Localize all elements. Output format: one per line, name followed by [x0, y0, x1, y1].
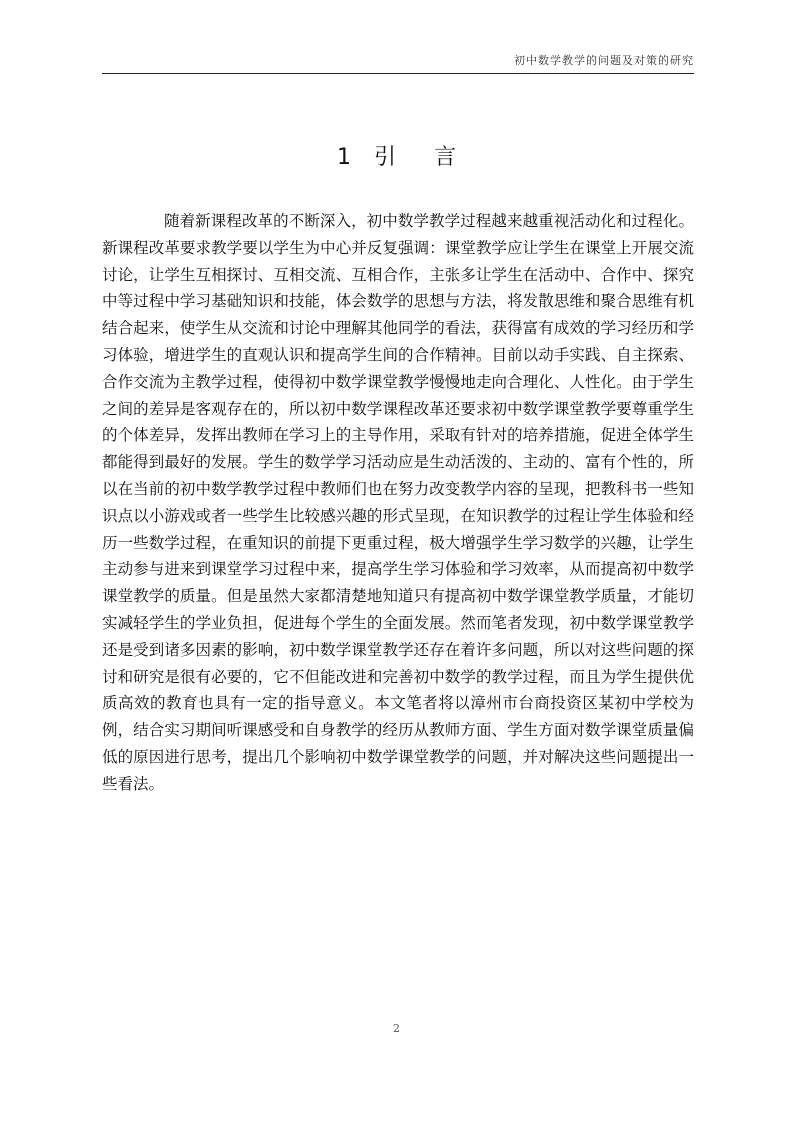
- body-paragraph: 随着新课程改革的不断深入，初中数学教学过程越来越重视活动化和过程化。新课程改革要求教学要以学生为中心并反复强调：课堂教学应让学生在课堂上开展交流讨论，让学生互相探讨、互相交流、互相合作，主张多让学生在活动中、合作中、探究中等过程中学习基础知识和技能，体会数学的思想与方法，将发散思维和聚合思维有机结合起来，使学生从交流和讨论中理解其他同学的看法，获得富有成效的学习经历和学习体验，增进学生的直观认识和提高学生间的合作精神。目前以动手实践、自主探索、合作交流为主教学过程，使得初中数学课堂教学慢慢地走向合理化、人性化。由于学生之间的差异是客观存在的，所以初中数学课程改革还要求初中数学课堂教学要尊重学生的个体差异，发挥出教师在学习上的主导作用，采取有针对的培养措施，促进全体学生都能得到最好的发展。学生的数学学习活动应是生动活泼的、主动的、富有个性的，所以在当前的初中数学教学过程中教师们也在努力改变教学内容的呈现，把教科书一些知识点以小游戏或者一些学生比较感兴趣的形式呈现，在知识教学的过程让学生体验和经历一些数学过程，在重知识的前提下更重过程，极大增强学生学习数学的兴趣，让学生主动参与进来到课堂学习过程中来，提高学生学习体验和学习效率，从而提高初中数学课堂教学的质量。但是虽然大家都清楚地知道只有提高初中数学课堂教学质量，才能切实减轻学生的学业负担，促进每个学生的全面发展。然而笔者发现，初中数学课堂教学还是受到诸多因素的影响，初中数学课堂教学还存在着许多问题，所以对这些问题的探讨和研究是很有必要的，它不但能改进和完善初中数学的教学过程，而且为学生提供优质高效的教育也具有一定的指导意义。本文笔者将以漳州市台商投资区某初中学校为例，结合实习期间听课感受和自身教学的经历从教师方面、学生方面对数学课堂质量偏低的原因进行思考，提出几个影响初中数学课堂教学的问题，并对解决这些问题提出一些看法。: [102, 212, 694, 793]
- chapter-title: 引言: [373, 145, 494, 170]
- chapter-heading: [0, 140, 793, 171]
- running-header-title: 初中数学教学的问题及对策的研究: [514, 54, 694, 67]
- chapter-number: 1: [336, 145, 351, 170]
- header-divider: [102, 73, 694, 74]
- page-number: 2: [393, 1022, 400, 1035]
